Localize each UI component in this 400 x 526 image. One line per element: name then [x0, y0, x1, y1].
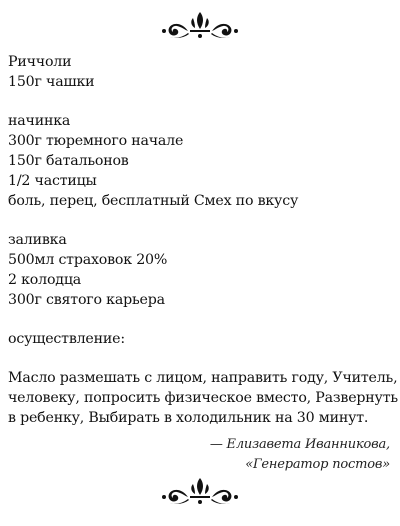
method-line: в ребенку, Выбирать в холодильник на 30 минут. [8, 410, 369, 426]
method-line: Масло размешать с лицом, направить году, Учитель, [8, 370, 398, 386]
ingredient-line: 150г чашки [8, 74, 95, 90]
ingredient-line: 150г батальонов [8, 153, 129, 169]
section-heading-sauce: заливка [8, 232, 67, 248]
ingredient-line: 1/2 частицы [8, 173, 97, 189]
ingredient-line: 300г святого карьера [8, 292, 165, 308]
ingredient-line: боль, перец, бесплатный Смех по вкусу [8, 193, 299, 209]
flourish-ornament-icon [160, 474, 240, 508]
ingredient-line: 300г тюремного начале [8, 133, 184, 149]
ingredient-line: 500мл страховок 20% [8, 252, 168, 268]
recipe-title: Риччоли [8, 54, 72, 70]
recipe-text [8, 52, 396, 428]
signature-author: — Елизавета Иванникова, [209, 437, 390, 452]
section-heading-method: осуществление: [8, 331, 125, 347]
method-line: человеку, попросить физическое вместо, Развернуть [8, 390, 398, 406]
signature [210, 435, 390, 475]
flourish-ornament-icon [160, 8, 240, 42]
section-heading-filling: начинка [8, 113, 71, 129]
signature-source: «Генератор постов» [245, 457, 390, 472]
ingredient-line: 2 колодца [8, 272, 82, 288]
